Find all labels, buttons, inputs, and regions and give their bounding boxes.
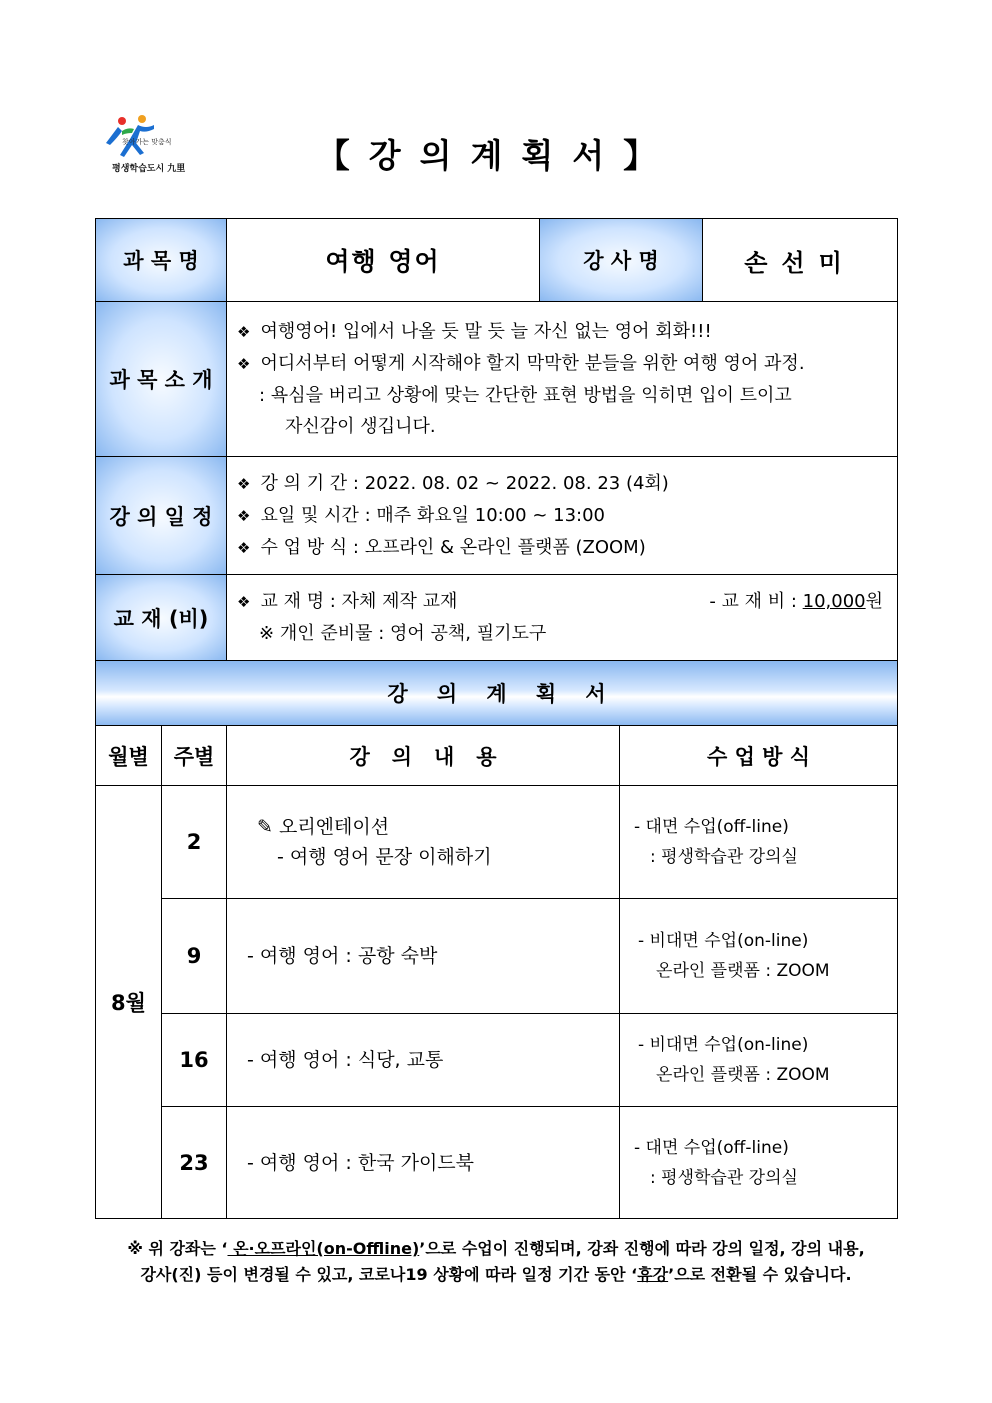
page-title: 【강의계획서】: [316, 136, 676, 175]
week-cell: 9: [162, 899, 227, 1014]
plan-header: 강 의 계 획 서: [96, 661, 898, 726]
schedule-label: 강 의 일 정: [96, 457, 227, 575]
materials-book: 교 재 명 : 자체 제작 교재: [260, 591, 458, 612]
content-line-1: ✎ 오리엔테이션: [257, 816, 390, 838]
footnote-line-1: [0, 1236, 992, 1262]
materials-prep: ※ 개인 준비물 : 영어 공책, 필기도구: [259, 623, 547, 644]
footnote-text: 강사(진) 등이 변경될 수 있고, 코로나19 상황에 따라 일정 기간 동안 ‘: [140, 1265, 638, 1284]
subject-row: [96, 219, 898, 302]
column-header-row: [96, 726, 898, 786]
intro-line-4: 자신감이 생깁니다.: [285, 416, 436, 437]
footnote-underlined: 휴강: [637, 1265, 669, 1284]
diamond-bullet-icon: ❖: [237, 593, 251, 611]
table-row: [96, 786, 898, 899]
schedule-info-row: [96, 457, 898, 575]
month-cell: 8월: [96, 786, 162, 1219]
content-line-1: - 여행 영어 : 한국 가이드북: [247, 1151, 475, 1174]
intro-label: 과 목 소 개: [96, 302, 227, 457]
subject-label: 과 목 명: [96, 219, 227, 302]
plan-header-row: [96, 661, 898, 726]
method-cell: [620, 786, 898, 899]
materials-line-1: [237, 586, 887, 618]
intro-line-3: : 욕심을 버리고 상황에 맞는 간단한 표현 방법을 익히면 입이 트이고: [259, 385, 792, 406]
diamond-bullet-icon: ❖: [237, 355, 251, 373]
schedule-body: [227, 457, 898, 575]
method-cell: [620, 899, 898, 1014]
materials-row: [96, 575, 898, 661]
method-line-1: - 대면 수업(off-line): [634, 1137, 789, 1158]
col-month: 월별: [96, 726, 162, 786]
materials-label: 교 재 (비): [96, 575, 227, 661]
diamond-bullet-icon: ❖: [237, 506, 251, 525]
col-week: 주별: [162, 726, 227, 786]
method-line-2: 온라인 플랫폼 : ZOOM: [656, 961, 830, 981]
intro-line-1: [237, 316, 887, 348]
schedule-text-3: 수 업 방 식 : 오프라인 & 온라인 플랫폼 (ZOOM): [260, 536, 646, 558]
fee-label: - 교 재 비 :: [709, 591, 803, 612]
method-line-2: : 평생학습관 강의실: [650, 847, 798, 867]
method-line-1: - 비대면 수업(on-line): [638, 931, 809, 951]
intro-body: [227, 302, 898, 457]
col-method: 수 업 방 식: [620, 726, 898, 786]
content-line-2: - 여행 영어 문장 이해하기: [277, 846, 492, 868]
diamond-bullet-icon: ❖: [237, 323, 251, 341]
col-content: 강 의 내 용: [227, 726, 620, 786]
schedule-line-1: [237, 468, 887, 500]
footnote-text: ※ 위 강좌는 ‘: [127, 1239, 228, 1258]
method-line-2: : 평생학습관 강의실: [650, 1167, 798, 1188]
intro-line-2: [237, 348, 887, 380]
method-cell: [620, 1014, 898, 1107]
table-row: [96, 1107, 898, 1219]
schedule-text-2: 요일 및 시간 : 매주 화요일 10:00 ~ 13:00: [260, 504, 606, 526]
schedule-line-2: [237, 500, 887, 532]
footnote-text: ’으로 수업이 진행되며, 강좌 진행에 따라 강의 일정, 강의 내용,: [419, 1239, 865, 1258]
diamond-bullet-icon: ❖: [237, 474, 251, 493]
week-cell: 16: [162, 1014, 227, 1107]
content-cell: [227, 1107, 620, 1219]
schedule-text-1: 강 의 기 간 : 2022. 08. 02 ~ 2022. 08. 23 (4회): [260, 472, 669, 494]
content-line-1: - 여행 영어 : 식당, 교통: [247, 1049, 444, 1071]
fee-value: 10,000: [802, 591, 866, 612]
footnote-line-2: [0, 1262, 992, 1288]
instructor-label: 강 사 명: [540, 219, 703, 302]
materials-fee: [709, 586, 883, 617]
week-cell: 2: [162, 786, 227, 899]
logo-subtitle: 찾아가는 맞춤식: [122, 138, 172, 146]
content-line-1: - 여행 영어 : 공항 숙박: [247, 945, 438, 967]
lecture-plan-table: [95, 218, 898, 1219]
fee-unit: 원: [865, 591, 884, 612]
content-cell: [227, 1014, 620, 1107]
intro-text-2: 어디서부터 어떻게 시작해야 할지 막막한 분들을 위한 여행 영어 과정.: [260, 353, 805, 374]
method-line-1: - 대면 수업(off-line): [634, 817, 789, 837]
materials-body: [227, 575, 898, 661]
method-line-1: - 비대면 수업(on-line): [638, 1035, 809, 1055]
subject-value: 여행 영어: [227, 219, 540, 302]
footnote-underlined: 온·오프라인(on-Offline): [227, 1239, 420, 1258]
footnote-text: ’으로 전환될 수 있습니다.: [668, 1265, 852, 1284]
table-row: [96, 899, 898, 1014]
schedule-line-3: [237, 532, 887, 564]
logo-text: 평생학습도시 九里: [112, 164, 186, 174]
content-cell: [227, 899, 620, 1014]
week-cell: 23: [162, 1107, 227, 1219]
method-cell: [620, 1107, 898, 1219]
table-row: [96, 1014, 898, 1107]
intro-row: [96, 302, 898, 457]
footnote: [0, 1236, 992, 1288]
instructor-value: 손선미: [703, 219, 898, 302]
content-cell: [227, 786, 620, 899]
diamond-bullet-icon: ❖: [237, 538, 251, 557]
method-line-2: 온라인 플랫폼 : ZOOM: [656, 1065, 830, 1085]
intro-text-1: 여행영어! 입에서 나올 듯 말 듯 늘 자신 없는 영어 회화!!!: [260, 321, 712, 342]
